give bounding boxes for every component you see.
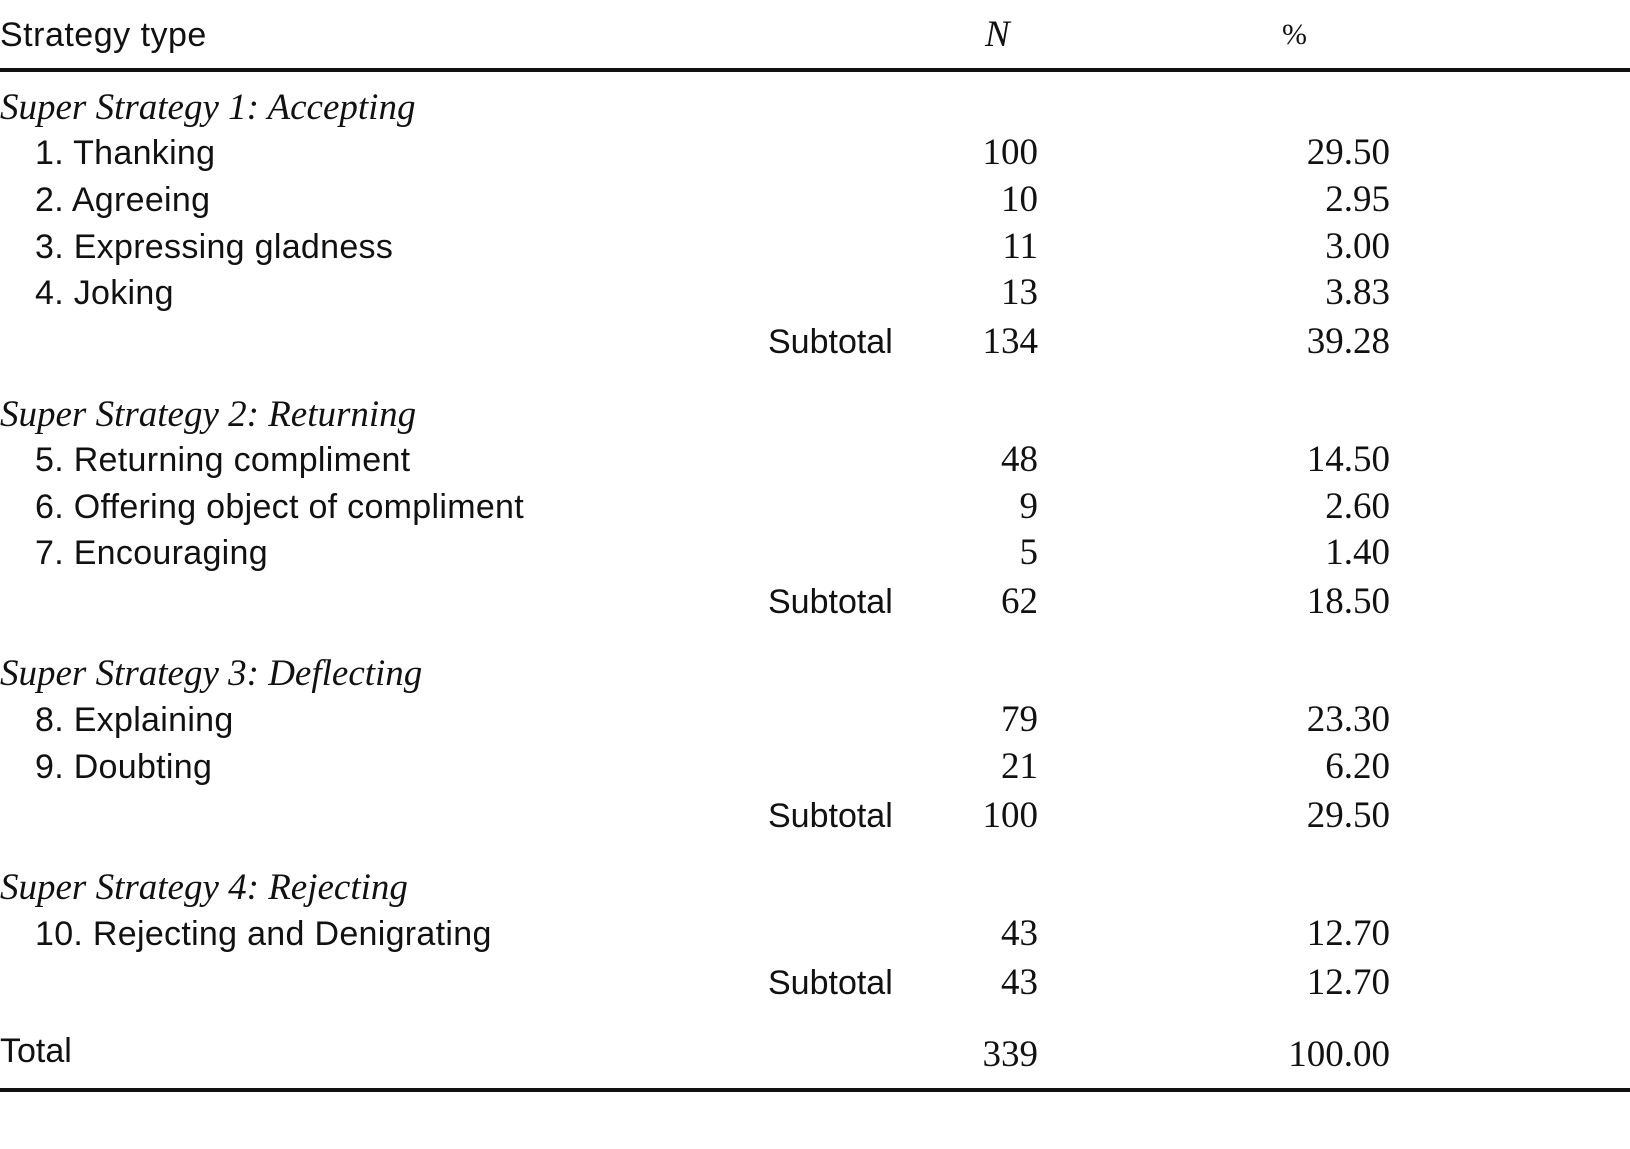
- row-label: 4. Joking: [35, 274, 174, 312]
- subtotal-label: Subtotal: [768, 583, 893, 621]
- row-n: 21: [1001, 746, 1038, 787]
- row-n: 48: [1001, 439, 1038, 480]
- row-pct: 3.83: [1325, 272, 1390, 313]
- subtotal-n: 100: [982, 795, 1038, 836]
- row-label: 8. Explaining: [35, 701, 234, 739]
- header-n: N: [985, 14, 1010, 55]
- subtotal-n: 134: [982, 321, 1038, 362]
- section-title: Super Strategy 3: Deflecting: [0, 653, 423, 694]
- row-label: 3. Expressing gladness: [35, 228, 394, 266]
- row-n: 100: [982, 132, 1038, 173]
- subtotal-pct: 39.28: [1306, 321, 1390, 362]
- top-rule: [0, 68, 1630, 72]
- row-n: 43: [1001, 913, 1038, 954]
- subtotal-pct: 18.50: [1306, 581, 1390, 622]
- row-n: 5: [1019, 532, 1038, 573]
- subtotal-n: 43: [1001, 962, 1038, 1003]
- row-n: 79: [1001, 699, 1038, 740]
- total-pct: 100.00: [1288, 1034, 1390, 1075]
- row-label: 6. Offering object of compliment: [35, 488, 524, 526]
- row-pct: 1.40: [1325, 532, 1390, 573]
- row-label: 7. Encouraging: [35, 534, 268, 572]
- row-n: 11: [1002, 226, 1038, 267]
- section-title: Super Strategy 2: Returning: [0, 394, 417, 435]
- row-pct: 29.50: [1306, 132, 1390, 173]
- row-label: 5. Returning compliment: [35, 441, 411, 479]
- subtotal-pct: 29.50: [1306, 795, 1390, 836]
- header-percent: %: [1282, 18, 1307, 51]
- section-title: Super Strategy 1: Accepting: [0, 87, 416, 128]
- subtotal-label: Subtotal: [768, 797, 893, 835]
- subtotal-pct: 12.70: [1306, 962, 1390, 1003]
- subtotal-label: Subtotal: [768, 964, 893, 1002]
- row-n: 10: [1001, 179, 1038, 220]
- row-pct: 12.70: [1306, 913, 1390, 954]
- row-pct: 2.95: [1325, 179, 1390, 220]
- row-pct: 3.00: [1325, 226, 1390, 267]
- subtotal-label: Subtotal: [768, 323, 893, 361]
- row-n: 13: [1001, 272, 1038, 313]
- row-pct: 6.20: [1325, 746, 1390, 787]
- row-label: 10. Rejecting and Denigrating: [35, 915, 492, 953]
- row-label: 2. Agreeing: [35, 181, 211, 219]
- row-label: 9. Doubting: [35, 748, 213, 786]
- row-pct: 2.60: [1325, 486, 1390, 527]
- subtotal-n: 62: [1001, 581, 1038, 622]
- row-n: 9: [1019, 486, 1038, 527]
- header-strategy-type: Strategy type: [0, 16, 207, 54]
- row-pct: 23.30: [1306, 699, 1390, 740]
- bottom-rule: [0, 1088, 1630, 1092]
- section-title: Super Strategy 4: Rejecting: [0, 867, 408, 908]
- total-label: Total: [0, 1032, 72, 1070]
- total-n: 339: [982, 1034, 1038, 1075]
- row-label: 1. Thanking: [35, 134, 216, 172]
- row-pct: 14.50: [1306, 439, 1390, 480]
